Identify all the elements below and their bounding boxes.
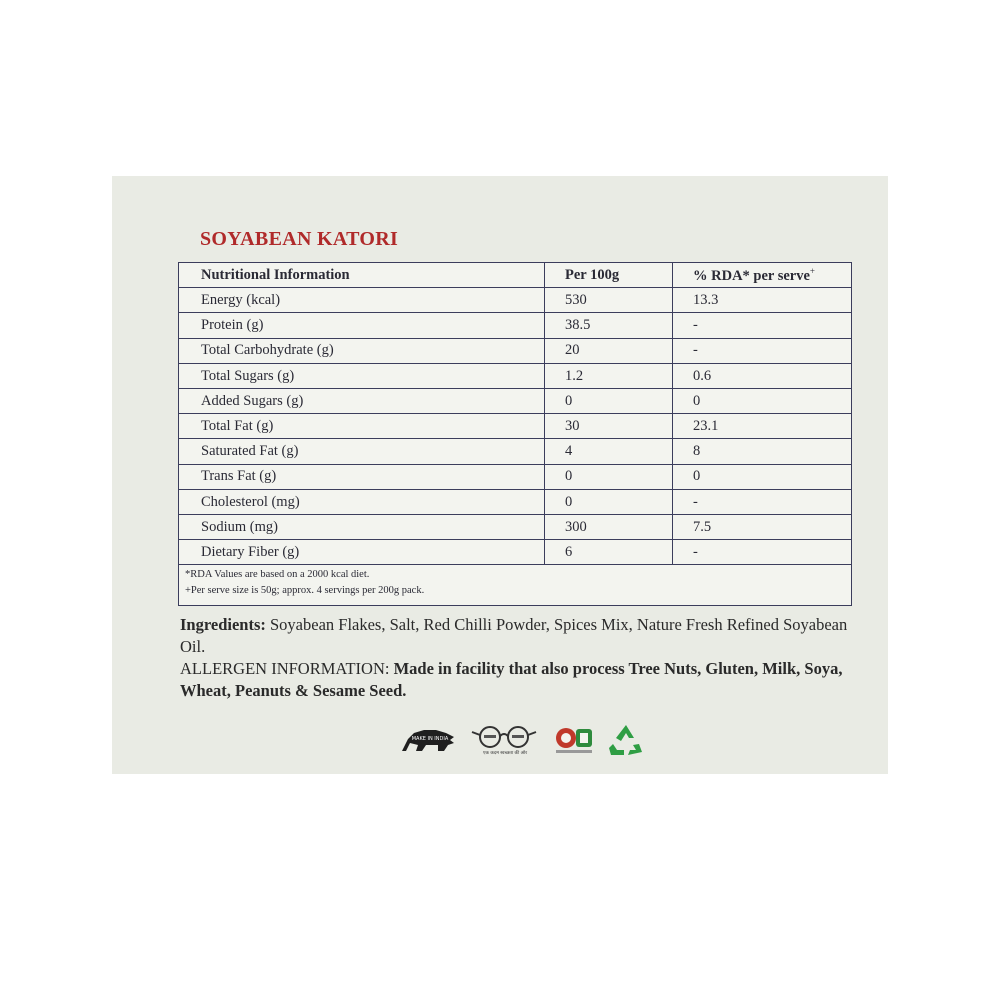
rda-per-serve-cell: 0 <box>673 464 852 489</box>
rda-per-serve-cell: 0 <box>673 388 852 413</box>
nutrient-name-cell: Protein (g) <box>179 313 545 338</box>
product-title: SOYABEAN KATORI <box>200 228 399 250</box>
per-100g-cell: 4 <box>545 439 673 464</box>
rda-per-serve-cell: 0.6 <box>673 363 852 388</box>
nutrition-label-card <box>112 176 888 774</box>
allergen-label: ALLERGEN INFORMATION: <box>180 659 394 678</box>
make-in-india-lion-logo <box>400 725 458 755</box>
nutrition-table-body <box>179 288 852 565</box>
table-row <box>179 414 852 439</box>
nutrient-name-cell: Saturated Fat (g) <box>179 439 545 464</box>
table-row <box>179 313 852 338</box>
nutrient-name-cell: Total Sugars (g) <box>179 363 545 388</box>
per-100g-cell: 6 <box>545 540 673 565</box>
header-nutritional-information: Nutritional Information <box>179 263 545 288</box>
table-row <box>179 464 852 489</box>
ingredients-label: Ingredients: <box>180 615 266 634</box>
rda-per-serve-cell: - <box>673 313 852 338</box>
table-row <box>179 288 852 313</box>
header-rda-text: % RDA* per serve <box>693 267 810 284</box>
per-100g-cell: 38.5 <box>545 313 673 338</box>
fssai-logo <box>552 723 596 757</box>
rda-per-serve-cell: 13.3 <box>673 288 852 313</box>
header-rda-superscript: + <box>809 265 815 276</box>
nutrient-name-cell: Sodium (mg) <box>179 514 545 539</box>
rda-per-serve-cell: - <box>673 338 852 363</box>
swachh-bharat-glasses-logo <box>468 723 542 757</box>
table-header-row <box>179 263 852 288</box>
certification-logos <box>400 720 646 760</box>
nutrient-name-cell: Dietary Fiber (g) <box>179 540 545 565</box>
header-per-100g: Per 100g <box>545 263 673 288</box>
ingredients-text: Soyabean Flakes, Salt, Red Chilli Powder, Spices Mix, Nature Fresh Refined Soyabean Oil. <box>180 615 848 656</box>
swachh-caption: एक कदम स्वच्छता की ओर <box>482 751 528 756</box>
table-row <box>179 489 852 514</box>
nutrient-name-cell: Trans Fat (g) <box>179 464 545 489</box>
table-row <box>179 514 852 539</box>
footnote-serve-size: +Per serve size is 50g; approx. 4 servings per 200g pack. <box>185 585 425 596</box>
header-rda-per-serve <box>673 263 852 288</box>
table-row <box>179 363 852 388</box>
nutrient-name-cell: Cholesterol (mg) <box>179 489 545 514</box>
per-100g-cell: 30 <box>545 414 673 439</box>
per-100g-cell: 0 <box>545 464 673 489</box>
allergen-text: Made in facility that also process Tree Nuts, Gluten, Milk, Soya, Wheat, Peanuts & Sesame Seed. <box>180 659 843 700</box>
nutrition-table <box>178 262 852 606</box>
per-100g-cell: 0 <box>545 388 673 413</box>
rda-per-serve-cell: 23.1 <box>673 414 852 439</box>
ingredients-block <box>180 614 870 702</box>
per-100g-cell: 530 <box>545 288 673 313</box>
nutrient-name-cell: Energy (kcal) <box>179 288 545 313</box>
nutrient-name-cell: Added Sugars (g) <box>179 388 545 413</box>
rda-per-serve-cell: 7.5 <box>673 514 852 539</box>
per-100g-cell: 1.2 <box>545 363 673 388</box>
per-100g-cell: 0 <box>545 489 673 514</box>
per-100g-cell: 20 <box>545 338 673 363</box>
rda-per-serve-cell: - <box>673 489 852 514</box>
footnote-row <box>179 565 852 606</box>
per-100g-cell: 300 <box>545 514 673 539</box>
nutrient-name-cell: Total Carbohydrate (g) <box>179 338 545 363</box>
table-row <box>179 388 852 413</box>
nutrient-name-cell: Total Fat (g) <box>179 414 545 439</box>
rda-per-serve-cell: - <box>673 540 852 565</box>
table-row <box>179 439 852 464</box>
footnote-cell <box>179 565 852 606</box>
table-row <box>179 338 852 363</box>
footnote-rda: *RDA Values are based on a 2000 kcal diet. <box>185 569 370 581</box>
recycle-icon <box>606 722 646 758</box>
rda-per-serve-cell: 8 <box>673 439 852 464</box>
table-row <box>179 540 852 565</box>
make-in-india-text: MAKE IN INDIA <box>411 736 449 742</box>
